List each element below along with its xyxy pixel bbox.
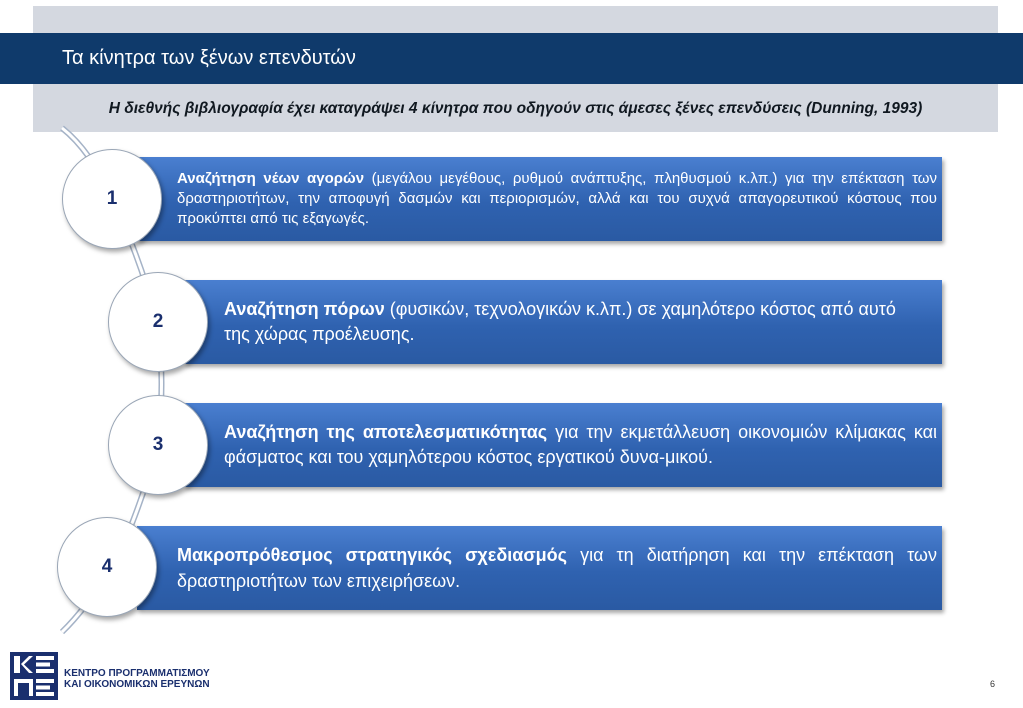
step-number-2: 2 — [152, 311, 164, 332]
step-circle-3 — [108, 395, 208, 495]
motive-box-1 — [137, 157, 942, 241]
logo-caption-line-1: ΚΕΝΤΡΟ ΠΡΟΓΡΑΜΜΑΤΙΣΜΟΥ — [64, 668, 210, 679]
step-number-3: 3 — [152, 434, 164, 455]
page-number: 6 — [990, 679, 996, 689]
title-bar — [0, 33, 1023, 84]
step-number-1: 1 — [106, 188, 118, 209]
page-title: Τα κίνητρα των ξένων επενδυτών — [62, 47, 356, 69]
kepe-logo-icon — [10, 652, 58, 700]
motive-desc-3: για την εκμετάλλευση οικονομιών κλίμακας και φάσματος και του χαμηλότερου κόστος εργατικού δυνα-μικού. — [224, 422, 937, 467]
motive-box-4 — [137, 526, 942, 610]
motive-text-4 — [177, 542, 937, 594]
motive-heading-3: Αναζήτηση της αποτελεσματικότητας — [224, 422, 548, 442]
motive-desc-4: για τη διατήρηση και την επέκταση των δραστηριοτήτων των επιχειρήσεων. — [177, 545, 937, 591]
motive-desc-2: (φυσικών, τεχνολογικών κ.λπ.) σε χαμηλότερο κόστος από αυτό της χώρας προέλευσης. — [224, 299, 896, 344]
motive-box-2 — [184, 280, 942, 364]
motive-heading-2: Αναζήτηση πόρων — [224, 299, 385, 319]
step-number-4: 4 — [101, 556, 113, 577]
logo-caption — [64, 668, 210, 690]
motive-heading-4: Μακροπρόθεσμος στρατηγικός σχεδιασμός — [177, 545, 567, 565]
motive-text-3 — [224, 420, 937, 470]
step-circle-4 — [57, 517, 157, 617]
logo-caption-line-2: ΚΑΙ ΟΙΚΟΝΟΜΙΚΩΝ ΕΡΕΥΝΩΝ — [64, 679, 210, 690]
step-circle-2 — [108, 272, 208, 372]
motive-box-3 — [184, 403, 942, 487]
page-subtitle: Η διεθνής βιβλιογραφία έχει καταγράψει 4 κίνητρα που οδηγούν στις άμεσες ξένες επενδύσεις (Dunning, 1993) — [108, 100, 923, 117]
step-circle-1 — [62, 149, 162, 249]
motive-heading-1: Αναζήτηση νέων αγορών — [177, 170, 365, 187]
motive-desc-1: (μεγάλου μεγέθους, ρυθμού ανάπτυξης, πληθυσμού κ.λπ.) για την επέκταση των δραστηριοτήτων, την αποφυγή δασμών και περιορισμών, αλλά και του συχνά απαγορευτικού κόστους που προκύπτει από τις εξαγωγές. — [177, 170, 937, 227]
motive-text-1 — [177, 169, 937, 229]
motive-text-2 — [224, 297, 926, 347]
